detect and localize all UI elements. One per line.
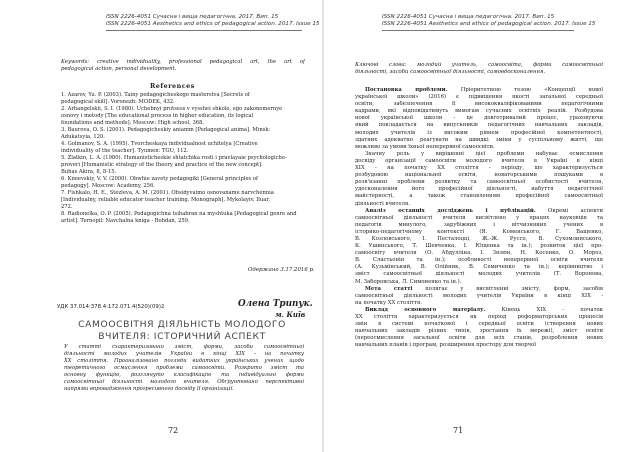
body-line: педагогів минулого, зарубіжних і вітчизняних учених в <box>355 221 603 228</box>
body-line: кадрами, які відповідатимуть вимогам сучасних освітніх реалій. Розбудова <box>355 108 603 115</box>
right-running-header <box>382 14 595 28</box>
reference-line: proveri [Humanistic strategy of the theory and practice of the new concept]. <box>61 162 263 168</box>
body-line: навчальних планів і програм, розширення простору для творчої <box>355 342 537 349</box>
left-page-number: 72 <box>168 426 179 435</box>
abstract-line: У статті схарактеризовано зміст, форми, засоби самоосвітньої <box>64 344 304 350</box>
body-line: XX століття характеризується як період реформаторських процесів <box>355 314 603 320</box>
reference-line: 2. Arhangelskii, S. I. (1980). Uchebnyi protsess v vysshei shkole, ego zakonomernye <box>61 106 283 112</box>
left-header-rule <box>106 30 302 31</box>
body-line: М. Заборовська, Л. Симоненко та ін.). <box>355 278 462 285</box>
body-line: історико-педагогічному контексті (Я. Коменського, Г. Ващенко, <box>355 228 603 235</box>
keywords-line: діяльності, засоби самоосвітньої діяльності, самовдосконалення. <box>355 69 546 76</box>
author-name: Олена Трипук. <box>238 299 313 309</box>
reference-line: 4. Golmanov, S. A. (1995). Tvorcheskaya individualnost uchitelya [Creative <box>61 141 258 147</box>
left-running-header <box>106 14 319 28</box>
article-title-line-2: ВЧИТЕЛЯ: ІСТОРИЧНИЙ АСПЕКТ <box>98 330 266 342</box>
reference-line: 8. Radionelka, O. P. (2005). Pedagogichna tsihabran na myshtuka [Pedagogical genre and <box>61 211 297 217</box>
reference-line: [Individualny, reliable educator teacher training. Monograph]. Mykolayiv. Iluar, <box>61 197 270 203</box>
body-line: зміст самоосвітньої діяльності молодих учителів (Т. Воронова, <box>355 271 603 278</box>
body-line: розбудовою національної освіти, новаторськими пошуками в <box>355 172 603 179</box>
body-line: Постановка проблеми. Пріоритетною тезою «Концепції нової <box>365 87 603 93</box>
reference-line: 7. Fishkalo, H. E., Stezleva, A. M. (2001). Obsidyvaimo osnovaname narvchennia <box>61 190 274 196</box>
reference-line: 1. Azarov, Yu. P. (2003). Tainy pedagogicheskogo masterstva [Secrets of <box>61 92 250 98</box>
author-city: м. Київ <box>275 310 306 319</box>
reference-line: 5. Zlatkin, L. A. (1980). Humanisticheskie shtatchika rosti i pravlayaie psychologiche- <box>61 155 287 161</box>
right-header-line-2: ISSN 2226-4051 Aesthetics and ethics of pedagogical action. 2017. Issue 15 <box>382 21 596 27</box>
body-line: (переосмислення загальної освіти для всіх станів, розроблення нових <box>355 335 603 342</box>
body-line: Значну роль у вирішенні цієї проблеми набуває осмислення <box>365 150 603 157</box>
reference-line: 272. <box>61 204 73 210</box>
abstract-line: самоосвітньої діяльності молодого вчителя. Обґрунтовано перспективні <box>64 379 304 385</box>
body-line: освіти, забезпечення її висококваліфікованими педагогічними <box>355 101 603 108</box>
body-line: здатних адекватно реагувати на швидкі зміни у суспільному житті, що <box>355 136 603 143</box>
body-line: Виклад основного матеріалу. Кінець XIX - початок <box>365 306 603 313</box>
body-line: майстерності, а також становленням професійної самоосвітньої <box>355 193 603 200</box>
abstract-line: діяльності молодих учителів України в кінці XIX - на початку <box>64 351 304 357</box>
body-line: можливо за умови їхньої неперервної самоосвіти. <box>355 143 495 150</box>
body-line: самоосвітньої діяльності вчителя висвітлено у працях науковців та <box>355 214 603 221</box>
body-line: самоосвітньої діяльності молодих учителів України в кінці XIX - <box>355 292 603 299</box>
reference-line: osnovy i metody [The educational process in higher education, its logical <box>61 113 254 119</box>
body-line: самоосвіту вчителя (О. Абдулліна, І. Зязюн, Н. Косенко, О. Мороз, <box>355 250 603 257</box>
body-line: (А. Кузьмінський, В. Олійник, В. Семиченко та ін.); керівництво і <box>355 264 603 271</box>
body-line: К. Ушинського, Т. Шевченка, І. Ющенка та ін.); розвиток цієї про- <box>355 243 603 250</box>
article-body <box>355 87 603 349</box>
reference-line: pedagogical skill]. Voronezh: MODEK, 432. <box>61 99 175 105</box>
right-header-line-1: ISSN 2226-4051 Сучасна і вища педагогічна. 2017. Вип. 15 <box>382 14 555 20</box>
body-line: на початку XX століття. <box>355 299 423 306</box>
article-title-line-1: САМООСВІТНЯ ДІЯЛЬНІСТЬ МОЛОДОГО <box>78 319 286 330</box>
references-list <box>61 92 305 225</box>
article-title <box>57 319 307 342</box>
left-keywords <box>61 59 305 73</box>
left-header-line-2: ISSN 2226-4051 Aesthetics and ethics of pedagogical action. 2017. Issue 15 <box>106 21 320 27</box>
keywords-line: pedagogical action, personal development. <box>61 66 177 73</box>
body-line: навчальних закладів різних типів, зростання їх мережі), зміст освіти <box>355 328 603 335</box>
abstract <box>64 344 304 393</box>
reference-line: artist]. Ternopil: Navchalna kniga - Bohdan, 259. <box>61 218 190 224</box>
body-line: молодих учителів із високим рівнем професійної компетентності, <box>355 129 603 136</box>
abstract-line: напрями впровадження прогресивного досвіду її організації. <box>64 386 234 392</box>
body-line: діяльності вчителя. <box>355 200 411 207</box>
reference-line: pedagogy]. Moscow: Academy, 256. <box>61 183 155 189</box>
reference-line: Adukatsyia, 120. <box>61 134 105 140</box>
keywords-line: Keywords: creative individuality, professional pedagogical art, the art of <box>61 59 305 65</box>
right-header-rule <box>382 30 574 31</box>
abstract-line: XX століття. Проаналізовано погляди видатних українських учених щодо <box>64 358 304 364</box>
body-line: Аналіз останніх досліджень і публікацій. Окремі аспекти <box>365 207 603 214</box>
body-line: В. Козловського, І. Песталоцці, Ж.-Ж. Руссо, В. Сухомлинського, <box>355 235 603 242</box>
right-keywords <box>355 62 603 76</box>
reference-line: 3. Baurova, O. S. (2001). Pedagogicheskiy aniamm [Pedagogical anima]. Minsk: <box>61 127 271 133</box>
udk-code: УДК 37.014:378.4:172.071.4(520)(09)2 <box>57 304 165 310</box>
body-line: нової української школи - це довготривалий процес, ураховуючи <box>355 115 603 122</box>
reference-line: 6. Kneevskiy, V. V. (2000). Obwhie zavety pedagogiki [General principles of <box>61 176 258 182</box>
reference-line: foundations and methods]. Moscow: High school, 368. <box>61 120 205 126</box>
body-line: розв'язанні проблеми розвитку та самоосвітньої особистості вчителя, <box>355 179 603 186</box>
reference-line: Buhas Akira, 8, 8-15. <box>61 169 117 175</box>
body-line: української школи» (2016) є підвищення якості загальної середньої <box>355 94 603 101</box>
right-page <box>324 0 640 452</box>
reference-line: individuality of the teacher]. Tyumen: TGU, 112. <box>61 148 189 154</box>
body-line: змін в системі початкової і середньої освіти (створення нових <box>355 321 603 328</box>
body-line: досвіду організації самоосвіти молодого вчителя в Україні в кінці <box>355 157 603 164</box>
received-date: Одержано 3.17.2016 р. <box>248 267 315 273</box>
references-title: References <box>150 82 195 90</box>
body-line: який покладається на випускників педагогічних навчальних закладів, <box>355 122 603 129</box>
body-line: удосконалення його професійної діяльності, набуття педагогічної <box>355 186 603 193</box>
abstract-line: основну функцію, розглянуто класифікацію та індивідуальні форми <box>64 372 304 378</box>
abstract-line: теоретичного осмислення проблеми самоосвіти. Розкрито зміст та <box>64 365 304 371</box>
right-page-number: 71 <box>453 426 464 435</box>
left-header-line-1: ISSN 2226-4051 Сучасна і вища педагогічна. 2017. Вип. 15 <box>106 14 279 20</box>
body-line: XIX - на початку XX століття - періоду, що характеризується <box>355 165 603 172</box>
body-line: Мета статті полягає у висвітленні змісту, форм, засобів <box>365 285 603 292</box>
body-line: В. Сластьонін та ін.); особливості неперервної освіти вчителя <box>355 257 603 264</box>
keywords-line: Ключові слова: молодий учитель, самоосвіта, форми самоосвітньої <box>355 62 603 68</box>
